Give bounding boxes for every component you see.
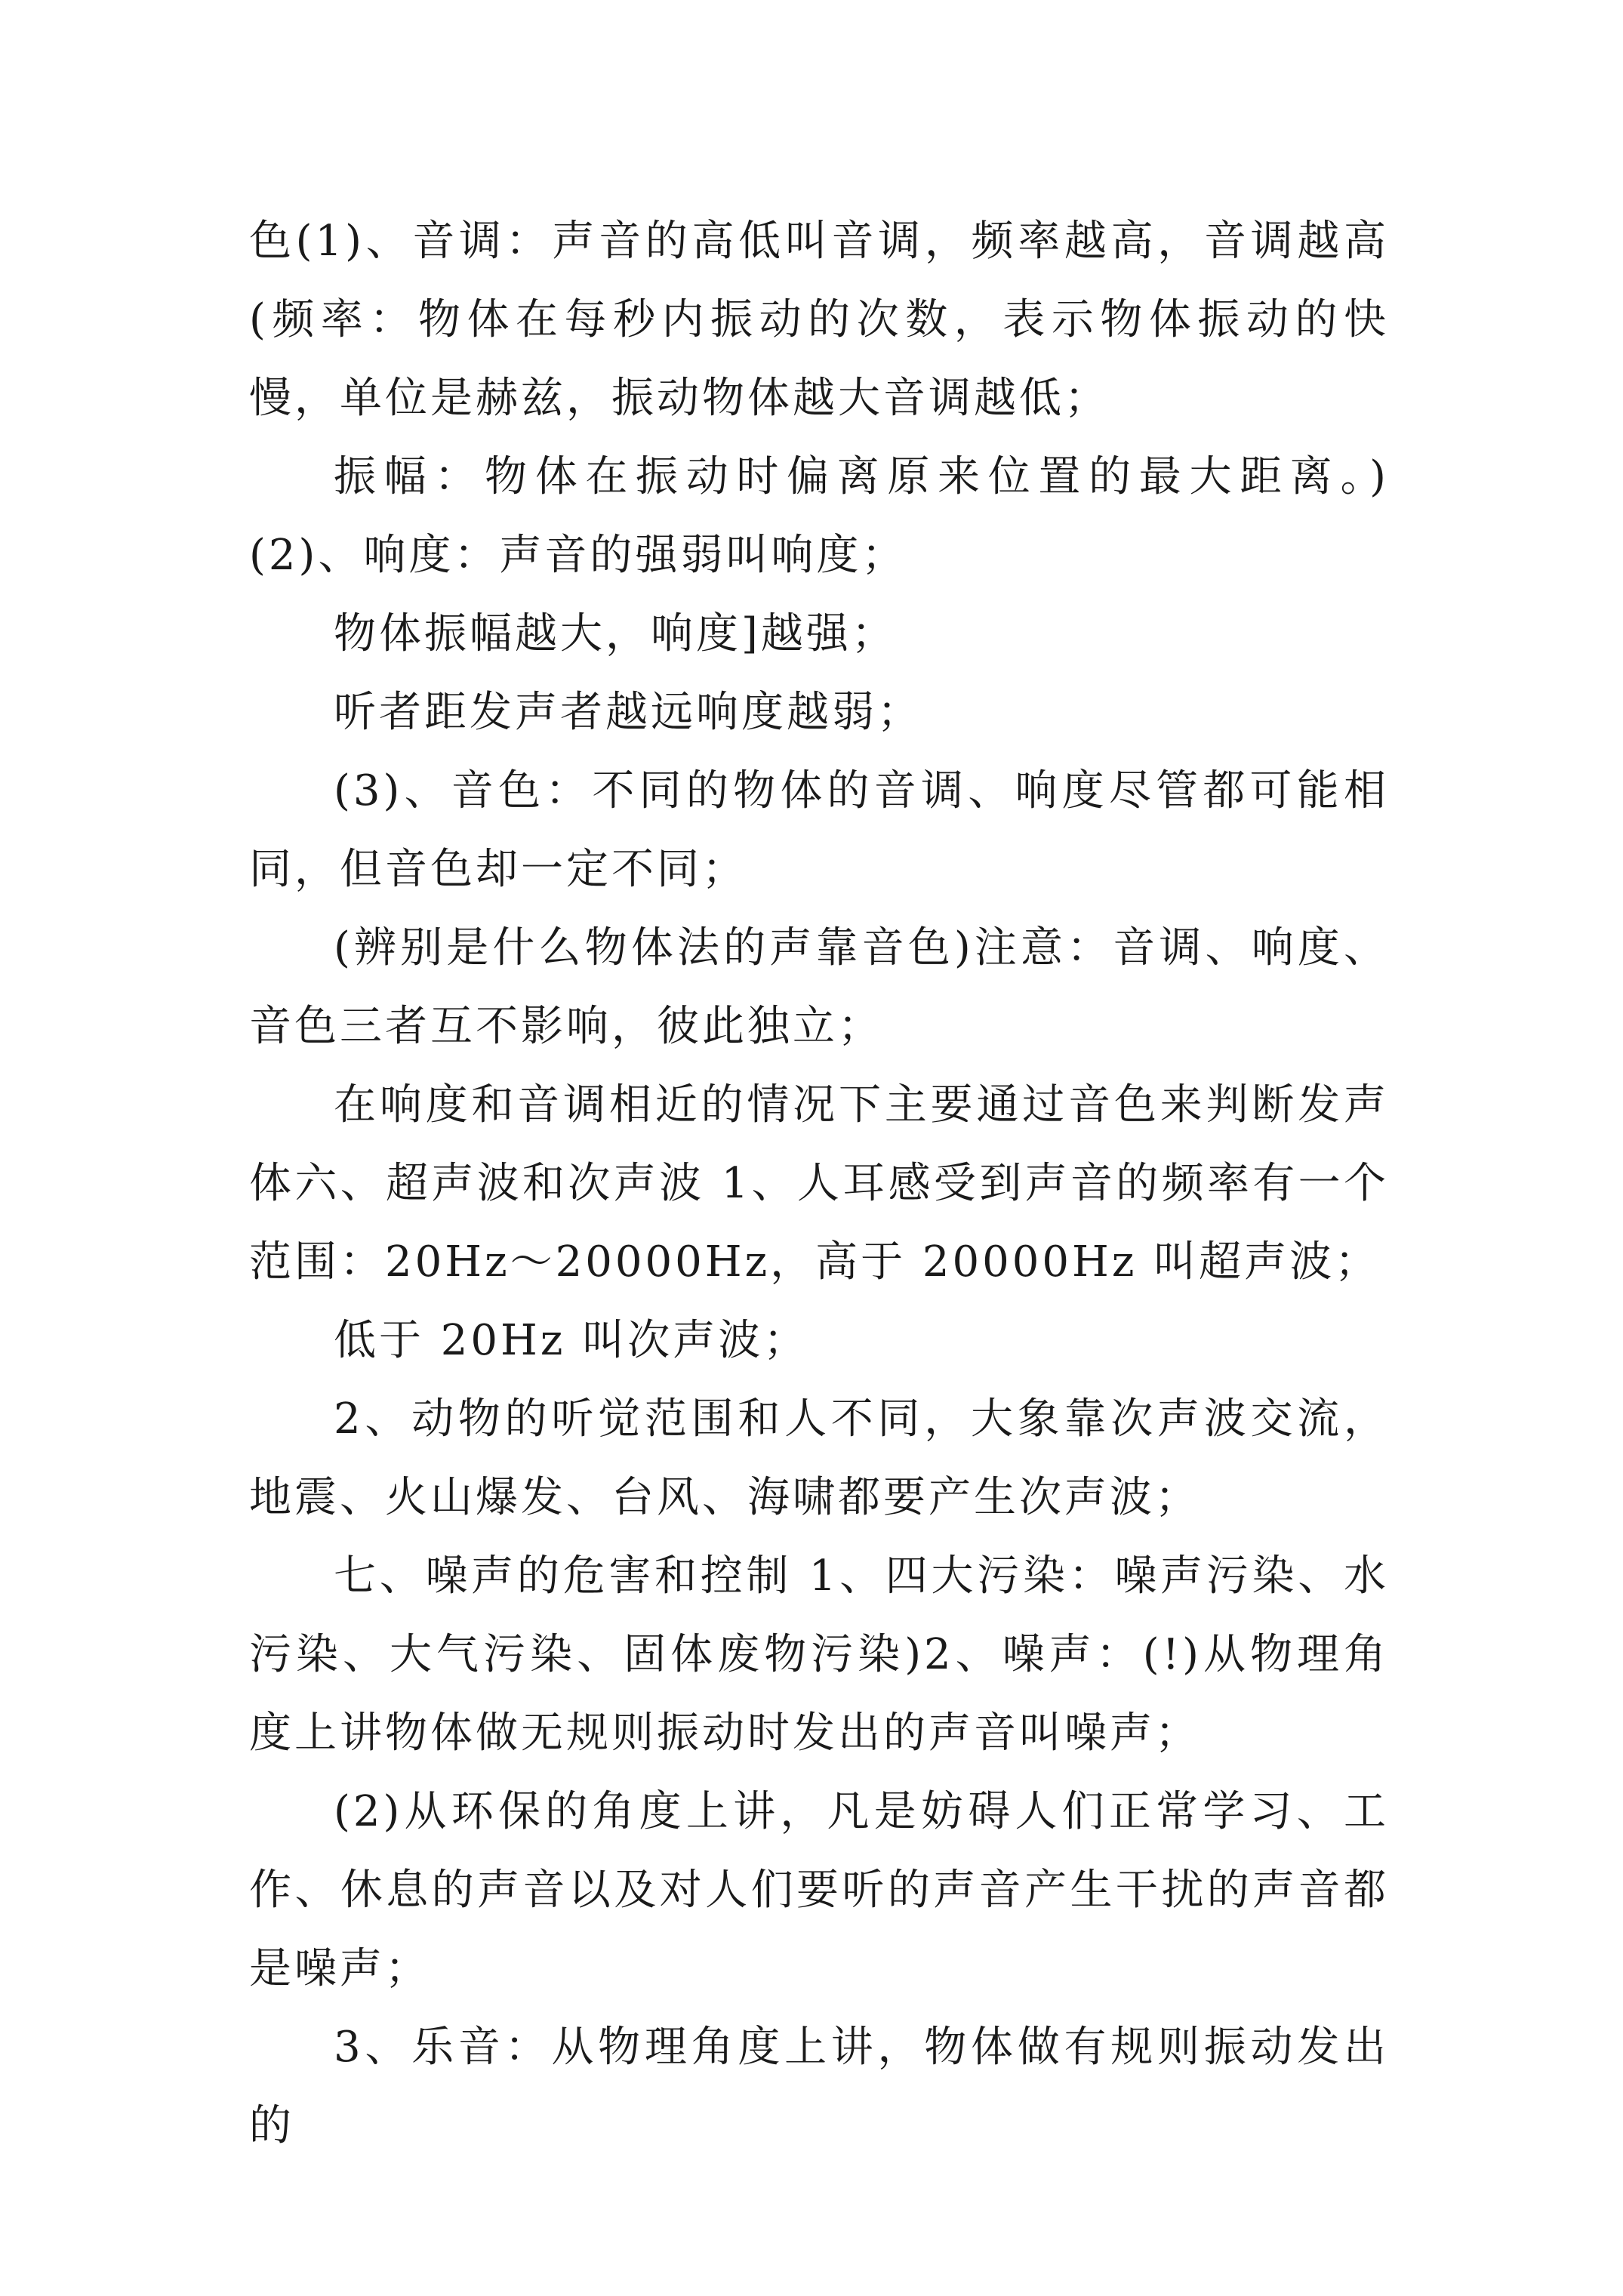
paragraph: 物体振幅越大，响度]越强； [334,609,897,658]
paragraph: 七、噪声的危害和控制 1、四大污染：噪声污染、水污染、大气污染、固体废物污染)2、噪声：(!)从物理角度上讲物体做无规则振动时发出的声音叫噪声； [249,1552,1389,1758]
paragraph: 低于 20Hz 叫次声波； [334,1316,809,1365]
paragraph: (2)从环保的角度上讲，凡是妨碍人们正常学习、工作、休息的声音以及对人们要听的声音产生干扰的声音都是噪声； [249,1787,1389,1993]
paragraph: 在响度和音调相近的情况下主要通过音色来判断发声体六、超声波和次声波 1、人耳感受到声音的频率有一个范围：20Hz～20000Hz，高于 20000Hz 叫超声波； [249,1080,1389,1287]
paragraph: 2、动物的听觉范围和人不同，大象靠次声波交流，地震、火山爆发、台风、海啸都要产生次声波； [249,1395,1389,1522]
paragraph: (辨别是什么物体法的声靠音色)注意：音调、响度、音色三者互不影响，彼此独立； [249,923,1389,1051]
paragraph: 3、乐音：从物理角度上讲，物体做有规则振动发出的 [249,2023,1389,2150]
paragraph: 振幅：物体在振动时偏离原来位置的最大距离。)(2)、响度：声音的强弱叫响度； [249,452,1389,580]
paragraph: (3)、音色：不同的物体的音调、响度尽管都可能相同，但音色却一定不同； [249,766,1389,894]
paragraph: 听者距发声者越远响度越弱； [334,688,922,737]
paragraph: 色(1)、音调：声音的高低叫音调，频率越高，音调越高(频率：物体在每秒内振动的次数，表示物体振动的快慢，单位是赫兹，振动物体越大音调越低； [249,217,1389,423]
document-body [249,202,1389,2165]
